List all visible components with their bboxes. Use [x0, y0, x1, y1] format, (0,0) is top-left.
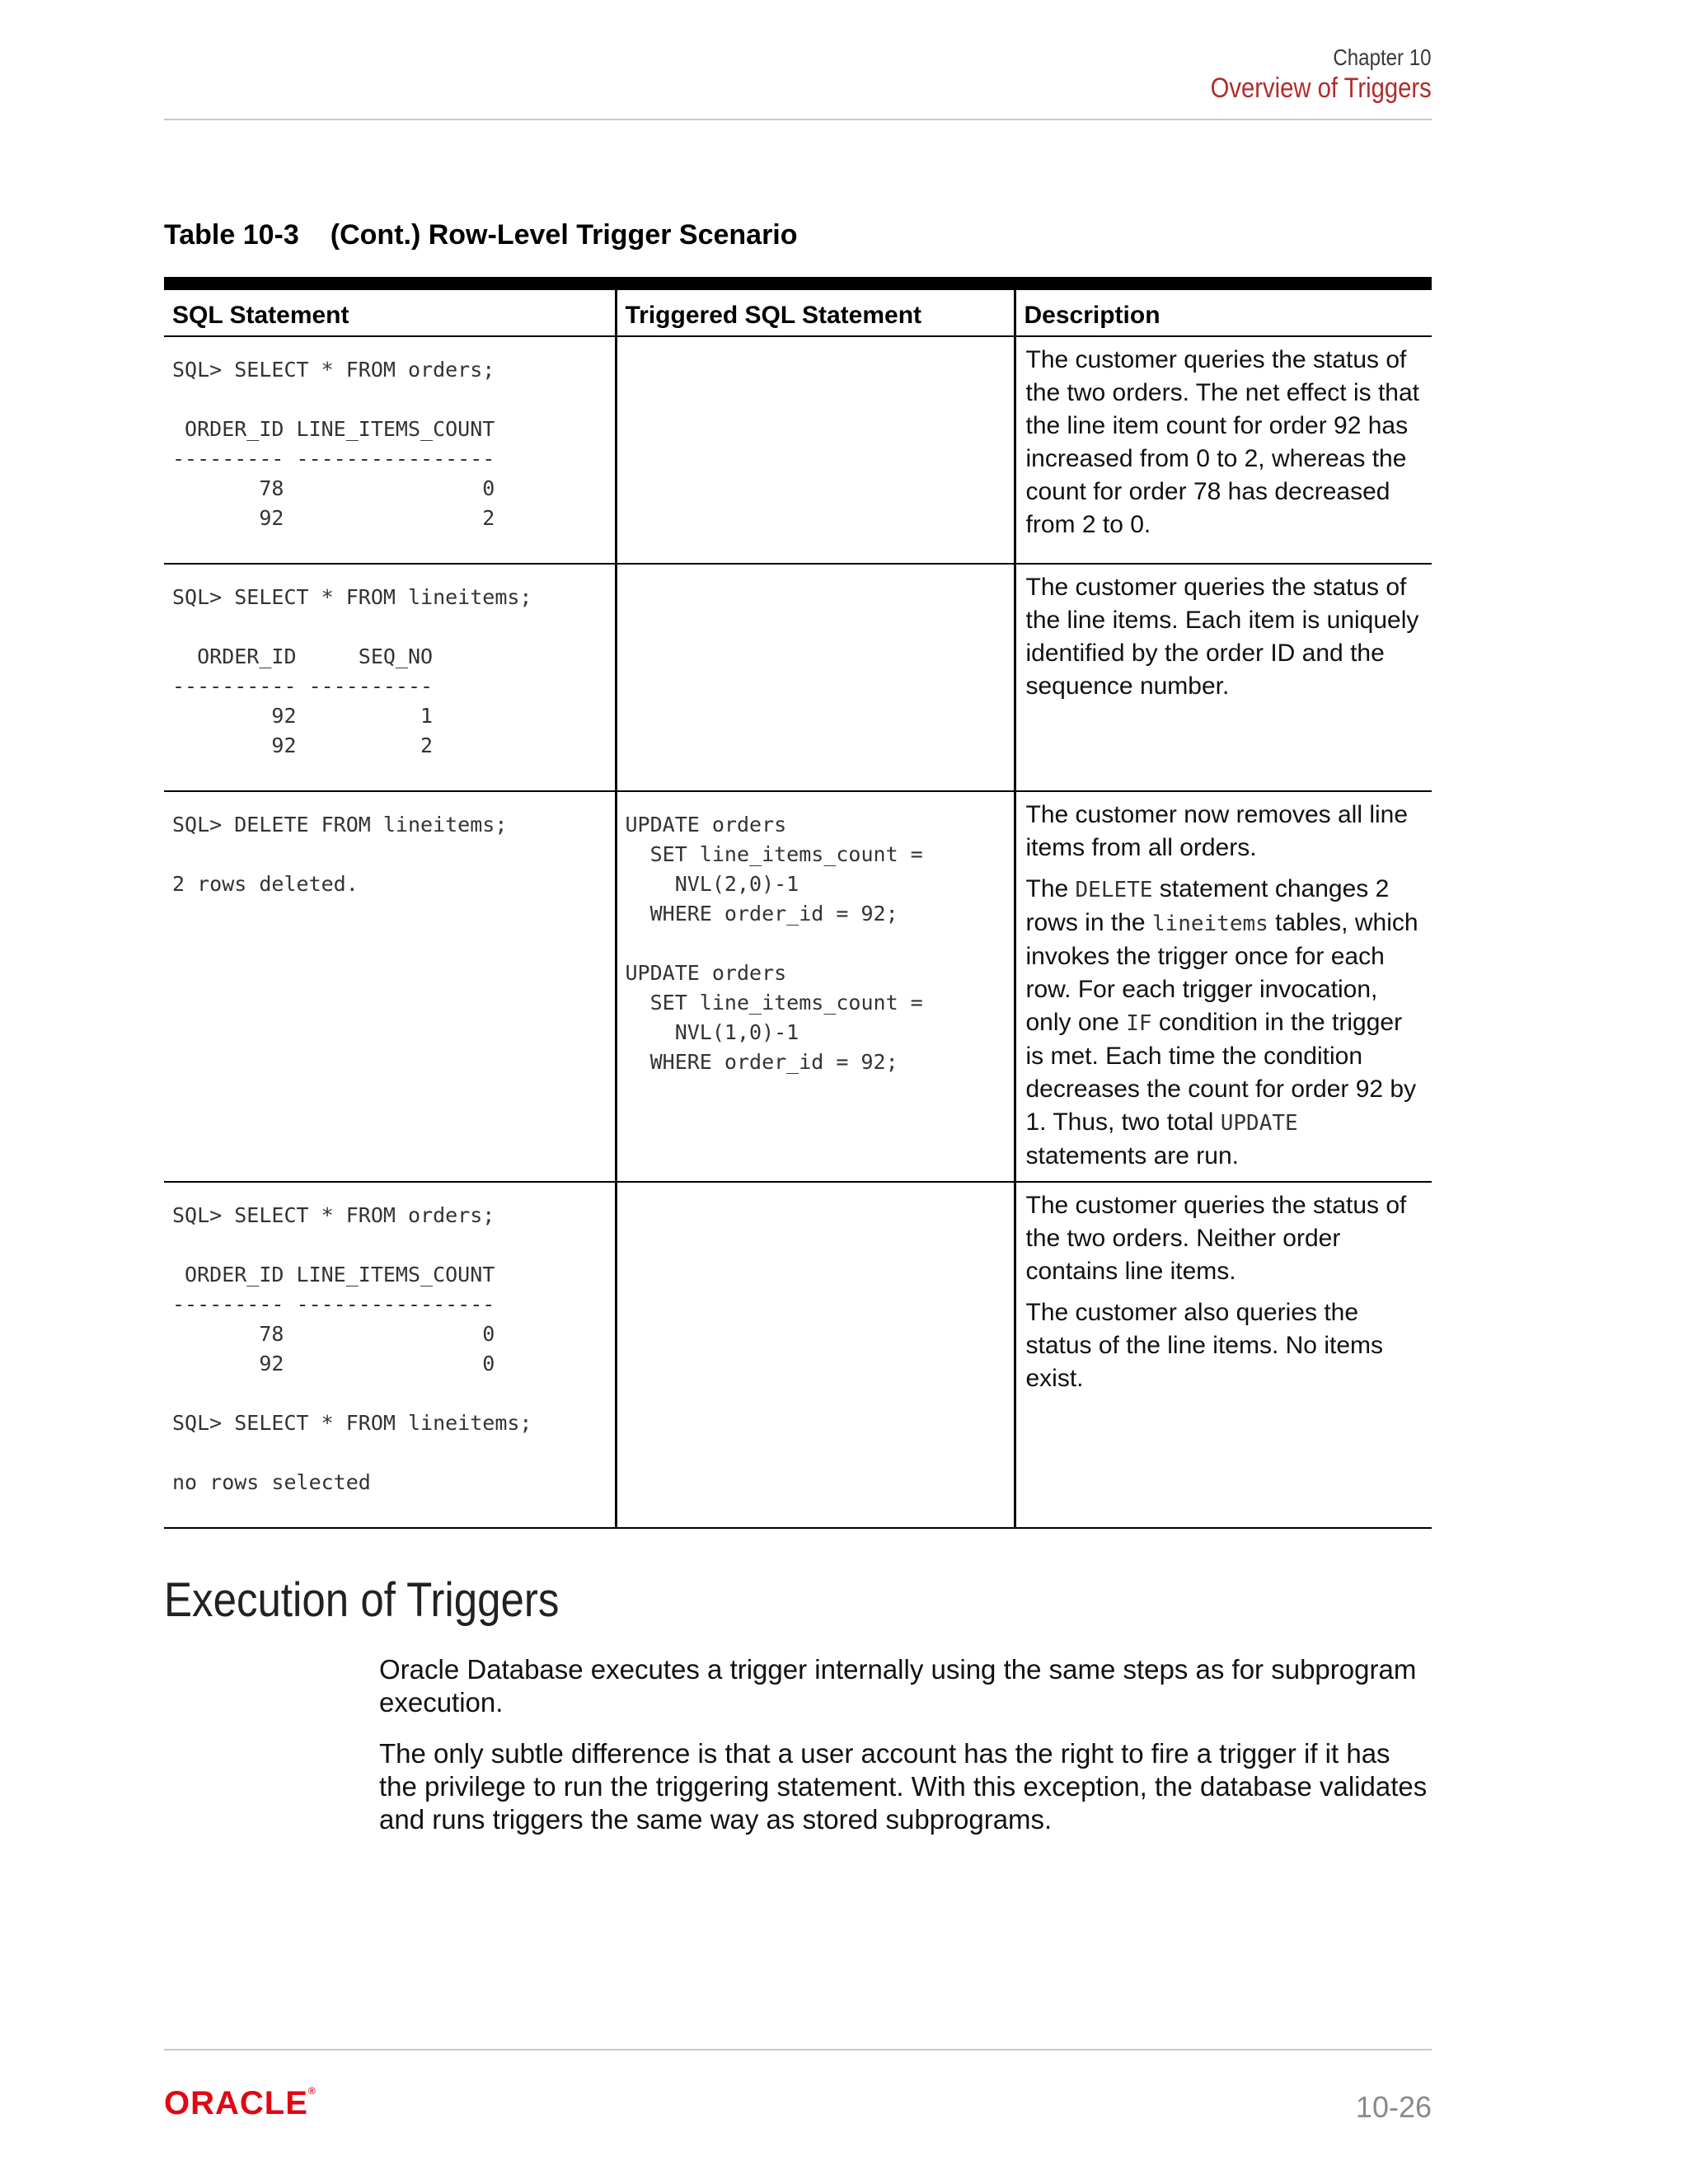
table-row [164, 564, 1432, 791]
trigger-scenario-table [164, 277, 1432, 1529]
sql-cell [164, 1182, 616, 1528]
triggered-code [617, 337, 1014, 355]
triggered-cell [616, 336, 1015, 564]
table-row [164, 1182, 1432, 1528]
table-title: (Cont.) Row-Level Trigger Scenario [330, 219, 798, 251]
description-cell [1015, 564, 1432, 791]
triggered-cell [616, 564, 1015, 791]
sql-cell [164, 336, 616, 564]
footer-divider [164, 2049, 1432, 2050]
oracle-logo: ORACLE® [164, 2085, 316, 2121]
triggered-code: UPDATE orders SET line_items_count = NVL(2,0)-1 WHERE order_id = 92; UPDATE orders SET line_items_count = NVL(1,0)-1 WHERE order_id = 92; [625, 813, 923, 1074]
update-keyword: UPDATE [1220, 1111, 1298, 1136]
sql-code: SQL> SELECT * FROM orders; ORDER_ID LINE_ITEMS_COUNT --------- ---------------- 78 0 92 2 [172, 358, 495, 530]
delete-keyword: DELETE [1075, 878, 1153, 902]
description-text: The DELETE statement changes 2 rows in the lineitems tables, which invokes the trigger once for each row. For each trigger invocation, only one IF condition in the trigger is met. Each time the condition decreases the count for order 92 by 1. Thus, two total UPDATE statements are run. [1025, 875, 1418, 1169]
sql-cell [164, 564, 616, 791]
sql-code: SQL> SELECT * FROM lineitems; ORDER_ID SEQ_NO ---------- ---------- 92 1 92 2 [172, 585, 532, 757]
description-text: The customer now removes all line items from all orders. [1025, 801, 1409, 861]
triggered-cell [616, 791, 1015, 1182]
sql-code: SQL> DELETE FROM lineitems; 2 rows deleted. [172, 813, 508, 896]
section-link[interactable]: Overview of Triggers [1210, 73, 1432, 104]
chapter-label: Chapter 10 [1333, 45, 1432, 70]
section-body [379, 1653, 1434, 1854]
page-number: 10-26 [1355, 2090, 1432, 2124]
description-text: The customer queries the status of the line items. Each item is uniquely identified by the order ID and the sequence number. [1025, 574, 1419, 700]
paragraph: The only subtle difference is that a user account has the right to fire a trigger if it has the privilege to run the triggering statement. With this exception, the database validates and runs triggers the same way as stored subprograms. [379, 1738, 1428, 1835]
paragraph: Oracle Database executes a trigger internally using the same steps as for subprogram execution. [379, 1654, 1417, 1718]
triggered-cell [616, 1182, 1015, 1528]
table-number: Table 10-3 [164, 219, 299, 251]
description-cell [1015, 336, 1432, 564]
triggered-code [617, 1183, 1014, 1201]
if-keyword: IF [1126, 1011, 1152, 1036]
table-caption [164, 219, 798, 251]
header-description: Description [1015, 284, 1432, 336]
description-text: The customer queries the status of the two orders. The net effect is that the line item count for order 92 has increased from 0 to 2, whereas the count for order 78 has decreased from 2 to 0. [1025, 346, 1419, 538]
description-text: The customer also queries the status of the line items. No items exist. [1025, 1299, 1384, 1392]
sql-cell [164, 791, 616, 1182]
table-row [164, 791, 1432, 1182]
lineitems-keyword: lineitems [1151, 912, 1268, 936]
description-text: The customer queries the status of the two orders. Neither order contains line items. [1025, 1192, 1407, 1285]
header-triggered-sql: Triggered SQL Statement [616, 284, 1015, 336]
header-sql-statement: SQL Statement [164, 284, 616, 336]
page-header [164, 40, 1432, 120]
table-header-row [164, 284, 1432, 336]
description-cell [1015, 791, 1432, 1182]
description-cell [1015, 1182, 1432, 1528]
sql-code: SQL> SELECT * FROM orders; ORDER_ID LINE_ITEMS_COUNT --------- ---------------- 78 0 92 0 SQL> SELECT * FROM lineitems; no rows selected [172, 1203, 532, 1494]
section-title: Execution of Triggers [164, 1573, 560, 1627]
triggered-code [617, 565, 1014, 583]
table-row [164, 336, 1432, 564]
